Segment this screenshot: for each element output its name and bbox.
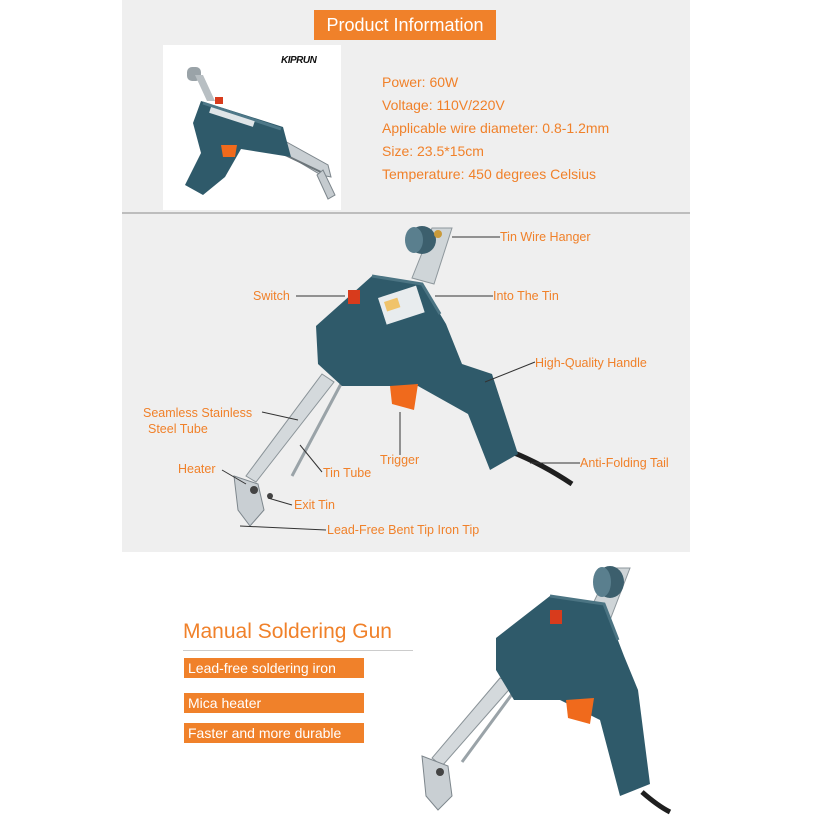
product-title: Manual Soldering Gun — [183, 620, 392, 643]
spec-wire-diameter: Applicable wire diameter: 0.8-1.2mm — [382, 120, 610, 136]
callout-high-quality-handle: High-Quality Handle — [535, 356, 647, 370]
callout-switch: Switch — [253, 289, 290, 303]
soldering-gun-large-icon — [410, 560, 670, 820]
spec-temperature: Temperature: 450 degrees Celsius — [382, 166, 597, 182]
feature-mica-heater: Mica heater — [184, 693, 364, 713]
callout-lead-free-tip: Lead-Free Bent Tip Iron Tip — [327, 523, 480, 537]
spec-power: Power: 60W — [382, 74, 459, 90]
spec-voltage: Voltage: 110V/220V — [382, 97, 505, 113]
soldering-gun-thumbnail-icon — [163, 45, 341, 210]
callout-seamless-tube-line2: Steel Tube — [148, 422, 208, 436]
callout-exit-tin: Exit Tin — [294, 498, 335, 512]
callout-tin-tube: Tin Tube — [323, 466, 372, 480]
callout-trigger: Trigger — [380, 453, 420, 467]
callout-seamless-tube-line1: Seamless Stainless — [143, 406, 253, 420]
callout-tin-wire-hanger: Tin Wire Hanger — [500, 230, 591, 244]
callout-into-the-tin: Into The Tin — [493, 289, 559, 303]
spec-size: Size: 23.5*15cm — [382, 143, 484, 159]
callout-anti-folding-tail: Anti-Folding Tail — [580, 456, 669, 470]
feature-lead-free: Lead-free soldering iron — [184, 658, 364, 678]
product-thumbnail — [163, 45, 341, 210]
soldering-gun-diagram-icon — [122, 214, 690, 552]
callout-heater: Heater — [178, 462, 216, 476]
feature-durable: Faster and more durable — [184, 723, 364, 743]
product-info-title: Product Information — [314, 10, 496, 40]
title-underline — [183, 650, 413, 651]
brand-logo: KIPRUN — [281, 55, 317, 66]
